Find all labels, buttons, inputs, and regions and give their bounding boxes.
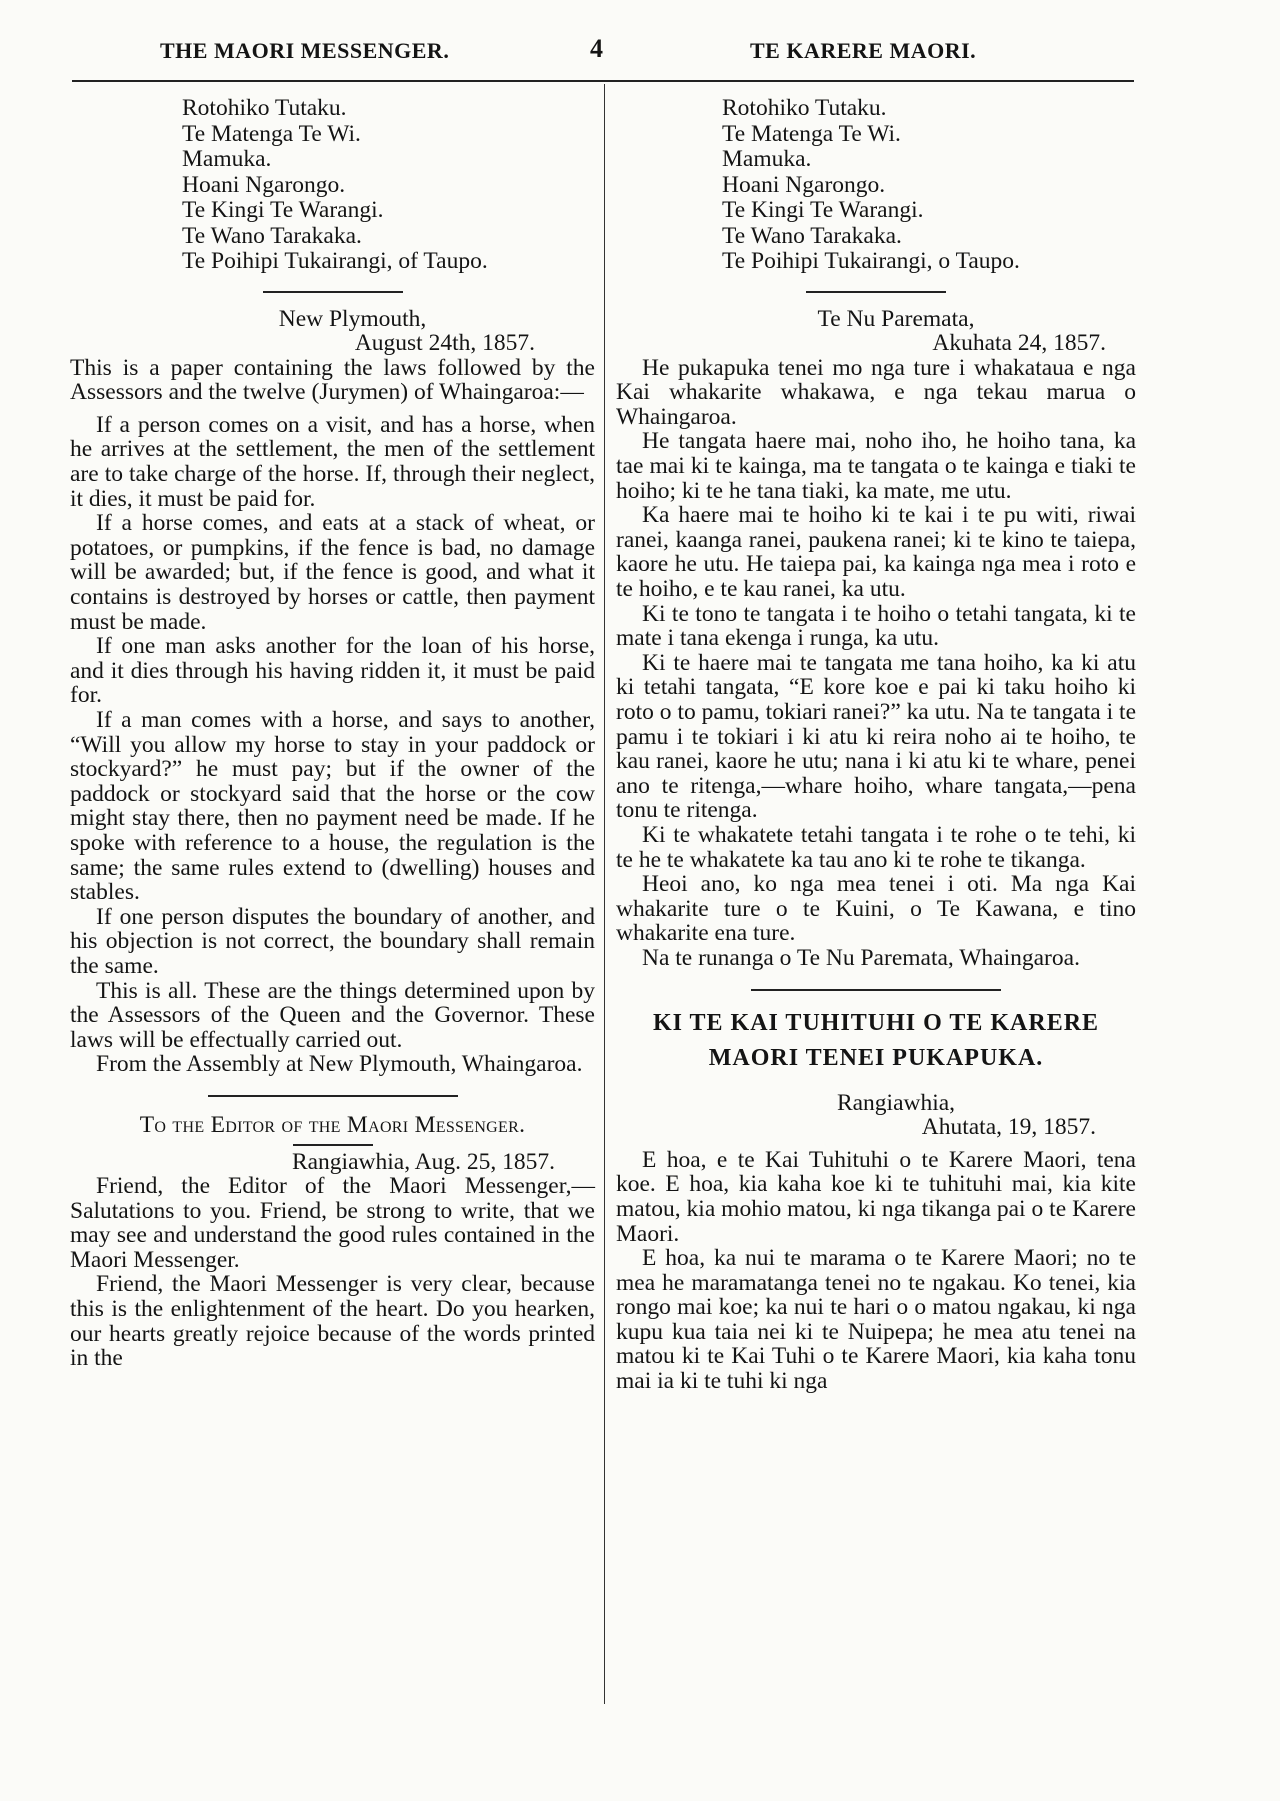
- signatory-name: Te Wano Tarakaka.: [182, 222, 362, 249]
- letter-heading-line2: MAORI TENEI PUKAPUKA.: [708, 1044, 1044, 1071]
- letter-heading: To the Editor of the Maori Messenger.: [139, 1111, 526, 1138]
- letter-paragraph: E hoa, e te Kai Tuhituhi o te Karere Maori, tena koe. E hoa, kia kaha koe ki te tuhituhi mai, kia kite matou, kia mohio matou, ki nga tikanga pai o te Karere Maori.: [616, 1146, 1136, 1247]
- section-rule: [751, 989, 1001, 991]
- page-header: [60, 34, 1140, 68]
- header-maori-title: TE KARERE MAORI.: [750, 38, 977, 63]
- letter-place: Rangiawhia,: [836, 1089, 956, 1116]
- signatory-name: Te Matenga Te Wi.: [722, 120, 901, 147]
- letter-date: Ahutata, 19, 1857.: [921, 1114, 1096, 1141]
- article-paragraph: Ki te whakatete tetahi tangata i te rohe o te tehi, ki te he te whakatete ka tau ano ki te rohe te tikanga.: [616, 821, 1136, 873]
- letter-paragraph: Friend, the Editor of the Maori Messenger,—Salutations to you. Friend, be strong to write, that we may see and understand the good rules contained in the Maori Messenger.: [70, 1173, 595, 1273]
- signatory-name: Te Kingi Te Warangi.: [182, 197, 384, 223]
- signatory-name: Te Wano Tarakaka.: [722, 222, 902, 249]
- article-paragraph: This is all. These are the things determined upon by the Assessors of the Queen and the Governor. These laws will be effectually carried out.: [70, 977, 595, 1053]
- signatory-name: Hoani Ngarongo.: [722, 171, 886, 198]
- signatory-name: Mamuka.: [722, 146, 812, 172]
- article-paragraph: This is a paper containing the laws followed by the Assessors and the twelve (Jurymen) of Whaingaroa:—: [70, 354, 595, 406]
- page-number: 4: [590, 34, 604, 63]
- article-paragraph: Ki te tono te tangata i te hoiho o tetahi tangata, ki te mate i tana ekenga i runga, ka utu.: [616, 600, 1136, 652]
- signatory-name: Rotohiko Tutaku.: [722, 95, 887, 121]
- letter-paragraph: Friend, the Maori Messenger is very clear, because this is the enlightenment of the heart. Do you hearken, our hearts greatly rejoice because of the words printed in the: [70, 1271, 595, 1372]
- maori-column: [616, 96, 1136, 1394]
- signatory-name: Te Poihipi Tukairangi, o Taupo.: [722, 248, 1020, 274]
- dateline-place: New Plymouth,: [278, 305, 427, 332]
- article-paragraph: If one person disputes the boundary of another, and his objection is not correct, the boundary shall remain the same.: [70, 903, 595, 979]
- article-signoff: From the Assembly at New Plymouth, Whaingaroa.: [96, 1051, 583, 1078]
- signatory-name: Hoani Ngarongo.: [182, 171, 346, 198]
- header-english-title: THE MAORI MESSENGER.: [160, 38, 450, 63]
- article-paragraph: If one man asks another for the loan of his horse, and it dies through his having ridden it, it must be paid for.: [70, 633, 595, 709]
- dateline-date: August 24th, 1857.: [354, 330, 535, 357]
- letter-paragraph: E hoa, ka nui te marama o te Karere Maori; no te mea he maramatanga tenei no te ngakau. Ko tenei, kia rongo mai koe; ka nui te hari o o matou ngakau, ki nga kupu kua taia nei ki te Nuipepa; he mea atu tenei na matou ki te Kai Tuhi o te Karere Maori, kia kaha tonu mai ia ki te tuhi ki nga: [616, 1245, 1136, 1395]
- heading-rule: [293, 1144, 373, 1146]
- letter-heading-line1: KI TE KAI TUHITUHI O TE KARERE: [652, 1009, 1100, 1036]
- article-paragraph: If a horse comes, and eats at a stack of wheat, or potatoes, or pumpkins, if the fence is bad, no damage will be awarded; but, if the fence is good, and what it contains is destroyed by horses or cattle, then payment must be made.: [70, 510, 595, 635]
- article-signoff: Na te runanga o Te Nu Paremata, Whaingaroa.: [642, 944, 1080, 971]
- dateline-date: Akuhata 24, 1857.: [932, 330, 1106, 357]
- article-paragraph: Heoi ano, ko nga mea tenei i oti. Ma nga Kai whakarite ture o te Kuini, o Te Kawana, e tino whakarite ena ture.: [616, 871, 1136, 947]
- section-rule: [208, 1095, 458, 1097]
- signatory-list: [182, 96, 595, 275]
- signatory-name: Te Kingi Te Warangi.: [722, 197, 924, 223]
- signatory-name: Mamuka.: [182, 146, 272, 172]
- signatory-name: Te Poihipi Tukairangi, of Taupo.: [182, 248, 488, 274]
- section-rule: [806, 291, 946, 293]
- header-rule: [72, 80, 1134, 82]
- column-divider: [604, 84, 605, 1704]
- article-paragraph: If a man comes with a horse, and says to another, “Will you allow my horse to stay in your paddock or stockyard?” he must pay; but if the owner of the paddock or stockyard said that the horse or the cow might stay there, then no payment need be made. If he spoke with reference to a house, the regulation is the same; the same rules extend to (dwelling) houses and stables.: [70, 707, 595, 906]
- article-paragraph: Ka haere mai te hoiho ki te kai i te pu witi, riwai ranei, kaanga ranei, paukena ranei; ki te kino te taiepa, kaore he utu. He taiepa pai, ka kainga nga mea i roto e te hoiho, e te kau ranei, ka utu.: [616, 502, 1136, 603]
- article-paragraph: Ki te haere mai te tangata me tana hoiho, ka ki atu ki tetahi tangata, “E kore koe e pai ki taku hoiho ki roto o to pamu, tokiari ranei?” ka utu. Na te tangata i te pamu i te tokiari i ki atu ki reira noho ai te hoiho, te kau ranei, kaore he utu; nana i ki atu ki te whare, penei ano te ritenga,—whare hoiho, whare tangata,—pena tonu te ritenga.: [616, 649, 1136, 824]
- signatory-name: Rotohiko Tutaku.: [182, 95, 347, 121]
- dateline-place: Te Nu Paremata,: [817, 305, 975, 332]
- article-paragraph: If a person comes on a visit, and has a horse, when he arrives at the settlement, the men of the settlement are to take charge of the horse. If, through their neglect, it dies, it must be paid for.: [70, 411, 595, 512]
- letter-date: Rangiawhia, Aug. 25, 1857.: [291, 1148, 555, 1175]
- english-column: [70, 96, 595, 1371]
- signatory-name: Te Matenga Te Wi.: [182, 120, 361, 147]
- section-rule: [263, 291, 403, 293]
- signatory-list: [722, 96, 1136, 275]
- article-paragraph: He pukapuka tenei mo nga ture i whakataua e nga Kai whakarite whakawa, e nga tekau marua o Whaingaroa.: [616, 354, 1136, 430]
- article-paragraph: He tangata haere mai, noho iho, he hoiho tana, ka tae mai ki te kainga, ma te tangata o te kainga e tiaki te hoiho; ki te he tana tiaki, ka mate, me utu.: [616, 428, 1136, 504]
